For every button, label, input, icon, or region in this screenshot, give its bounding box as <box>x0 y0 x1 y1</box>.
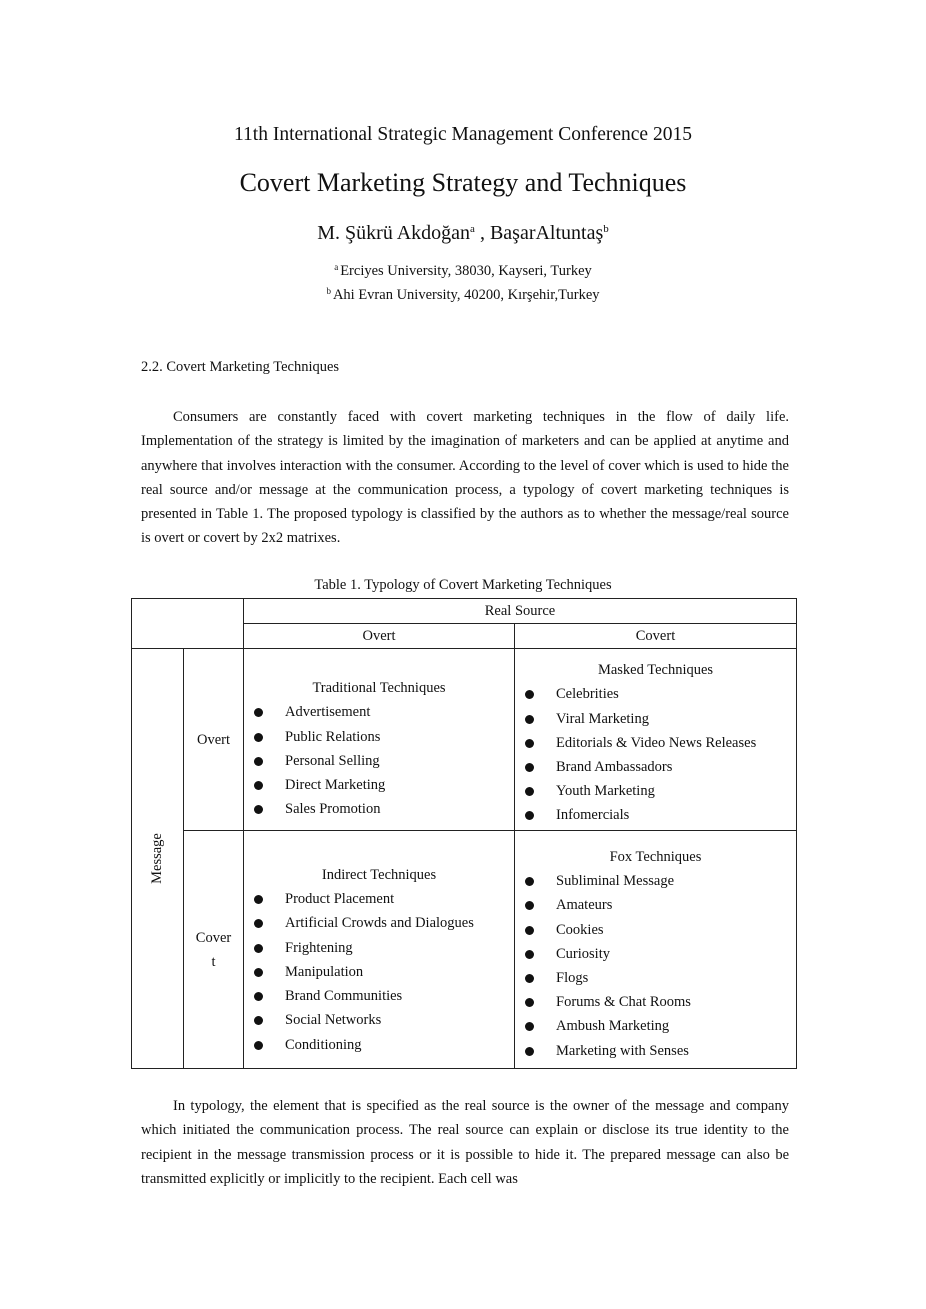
technique-list-item <box>515 755 796 779</box>
technique-label: Social Networks <box>285 1012 382 1029</box>
author-2-affiliation-mark: b <box>603 223 609 235</box>
technique-label: Personal Selling <box>285 752 380 769</box>
cell-masked-techniques <box>515 649 797 831</box>
bullet-icon <box>525 974 534 983</box>
indirect-techniques-list <box>244 887 514 1056</box>
technique-list-item <box>244 984 514 1008</box>
technique-list-item <box>515 942 796 966</box>
technique-list-item <box>244 936 514 960</box>
technique-label: Sales Promotion <box>285 801 381 818</box>
bullet-icon <box>254 1016 263 1025</box>
bullet-icon <box>254 757 263 766</box>
row-header-covert-line-2: t <box>211 953 216 970</box>
technique-label: Cookies <box>556 921 604 938</box>
affiliation-b-mark: b <box>326 286 331 296</box>
paper-title: Covert Marketing Strategy and Techniques <box>239 168 687 197</box>
technique-label: Forums & Chat Rooms <box>556 994 691 1011</box>
technique-label: Manipulation <box>285 963 364 980</box>
technique-list-item <box>244 773 514 797</box>
technique-label: Brand Communities <box>285 988 403 1005</box>
technique-list-item <box>515 918 796 942</box>
technique-label: Public Relations <box>285 728 381 745</box>
technique-label: Viral Marketing <box>556 710 649 727</box>
affiliation-a-text: Erciyes University, 38030, Kayseri, Turkey <box>340 263 592 279</box>
bullet-icon <box>254 733 263 742</box>
bullet-icon <box>254 708 263 717</box>
technique-list-item <box>244 700 514 724</box>
bullet-icon <box>254 781 263 790</box>
bullet-icon <box>254 895 263 904</box>
bullet-icon <box>525 901 534 910</box>
technique-list-item <box>515 990 796 1014</box>
bullet-icon <box>254 1041 263 1050</box>
technique-list-item <box>515 803 796 827</box>
technique-list-item <box>244 1033 514 1057</box>
fox-techniques-list <box>515 869 796 1063</box>
column-header-covert: Covert <box>515 624 797 649</box>
row-header-covert-line-1: Cover <box>195 929 232 946</box>
bullet-icon <box>525 950 534 959</box>
technique-label: Artificial Crowds and Dialogues <box>285 915 474 932</box>
section-heading: 2.2. Covert Marketing Techniques <box>141 359 340 375</box>
technique-list-item <box>244 797 514 821</box>
technique-list-item <box>244 725 514 749</box>
row-header-covert <box>184 831 244 1069</box>
body-paragraph-1: Consumers are constantly faced with covert marketing techniques in the flow of daily life. Implementation of the strategy is limited by the imagination of marketers and can be applied at anytime and anywhere that involves interaction with the consumer. According to the level of cover which is used to hide the real source and/or message at the communication process, a typology of covert marketing techniques is presented in Table 1. The proposed typology is classified by the authors as to whether the message/real source is overt or covert by 2x2 matrixes. <box>141 409 789 547</box>
technique-label: Product Placement <box>285 891 395 908</box>
technique-list-item <box>515 779 796 803</box>
technique-label: Youth Marketing <box>556 783 655 800</box>
bullet-icon <box>254 968 263 977</box>
technique-label: Conditioning <box>285 1036 362 1053</box>
bullet-icon <box>525 877 534 886</box>
masked-techniques-list <box>515 682 796 827</box>
technique-label: Celebrities <box>556 686 619 703</box>
bullet-icon <box>525 739 534 748</box>
technique-label: Subliminal Message <box>556 873 675 890</box>
technique-label: Frightening <box>285 939 353 956</box>
column-header-overt: Overt <box>244 624 515 649</box>
bullet-icon <box>525 1022 534 1031</box>
traditional-techniques-list <box>244 700 514 821</box>
technique-label: Amateurs <box>556 897 613 914</box>
bullet-icon <box>525 787 534 796</box>
cell-indirect-techniques <box>244 831 515 1069</box>
fox-techniques-title: Fox Techniques <box>609 849 702 866</box>
author-line <box>0 222 926 245</box>
indirect-techniques-title: Indirect Techniques <box>321 867 437 884</box>
table-corner-cell <box>132 599 244 649</box>
bullet-icon <box>525 1047 534 1056</box>
technique-label: Infomercials <box>556 807 630 824</box>
table-caption: Table 1. Typology of Covert Marketing Techniques <box>314 577 612 593</box>
affiliation-a <box>0 262 926 280</box>
author-1: M. Şükrü Akdoğan <box>317 222 471 244</box>
technique-list-item <box>515 1039 796 1063</box>
bullet-icon <box>254 992 263 1001</box>
technique-label: Editorials & Video News Releases <box>556 734 757 751</box>
bullet-icon <box>525 926 534 935</box>
affiliation-a-mark: a <box>334 262 339 272</box>
cell-fox-techniques <box>515 831 797 1069</box>
author-2: BaşarAltuntaş <box>489 222 604 244</box>
technique-list-item <box>244 911 514 935</box>
masked-techniques-title: Masked Techniques <box>597 662 714 679</box>
technique-list-item <box>244 887 514 911</box>
row-header-overt: Overt <box>184 649 244 831</box>
bullet-icon <box>525 998 534 1007</box>
cell-traditional-techniques <box>244 649 515 831</box>
technique-list-item <box>515 966 796 990</box>
bullet-icon <box>525 715 534 724</box>
technique-label: Curiosity <box>556 945 610 962</box>
technique-list-item <box>515 1014 796 1038</box>
affiliation-b <box>0 286 926 304</box>
message-label: Message <box>149 833 165 884</box>
author-1-affiliation-mark: a <box>470 223 475 235</box>
bullet-icon <box>254 805 263 814</box>
message-header <box>132 649 184 1069</box>
technique-list-item <box>515 893 796 917</box>
bullet-icon <box>525 763 534 772</box>
technique-label: Ambush Marketing <box>556 1018 670 1035</box>
bullet-icon <box>254 944 263 953</box>
author-separator: , <box>474 222 490 244</box>
technique-label: Advertisement <box>285 704 371 721</box>
technique-list-item <box>515 731 796 755</box>
typology-table <box>131 598 797 1069</box>
technique-list-item <box>244 749 514 773</box>
technique-label: Direct Marketing <box>285 777 386 794</box>
body-paragraph-2: In typology, the element that is specified as the real source is the owner of the message and company which initiated the communication process. The real source can explain or disclose its true identity to the recipient in the message transmission process or it is possible to hide it. The prepared message can also be transmitted explicitly or implicitly to the recipient. Each cell was <box>141 1098 789 1187</box>
technique-list-item <box>515 682 796 706</box>
bullet-icon <box>525 811 534 820</box>
bullet-icon <box>525 690 534 699</box>
technique-list-item <box>244 960 514 984</box>
technique-list-item <box>244 1008 514 1032</box>
bullet-icon <box>254 919 263 928</box>
technique-list-item <box>515 869 796 893</box>
traditional-techniques-title: Traditional Techniques <box>312 680 446 697</box>
technique-list-item <box>515 707 796 731</box>
conference-name: 11th International Strategic Management Conference 2015 <box>234 124 692 145</box>
affiliation-b-text: Ahi Evran University, 40200, Kırşehir,Turkey <box>332 287 600 303</box>
real-source-header: Real Source <box>244 599 797 624</box>
technique-label: Flogs <box>556 970 589 986</box>
technique-label: Marketing with Senses <box>556 1042 689 1059</box>
technique-label: Brand Ambassadors <box>556 759 673 775</box>
